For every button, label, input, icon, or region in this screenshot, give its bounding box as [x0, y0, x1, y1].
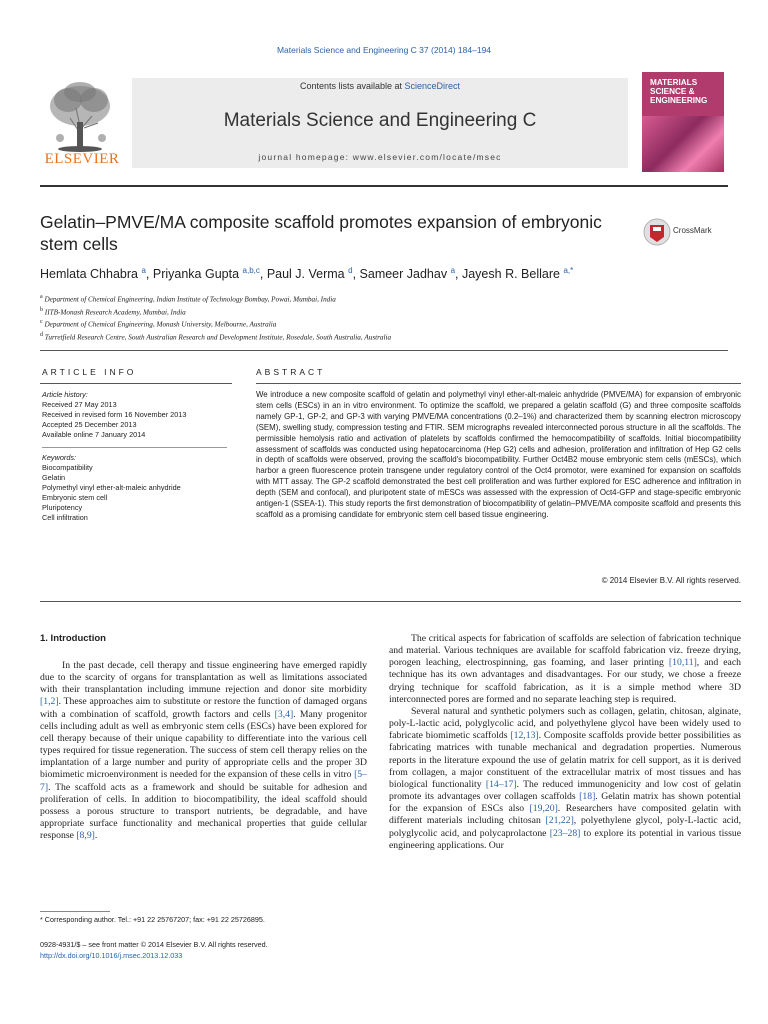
citation-link[interactable]: [10,11] [668, 657, 697, 669]
article-title: Gelatin–PMVE/MA composite scaffold promotes expansion of embryonic stem cells [40, 212, 602, 254]
history-item: Received 27 May 2013 [42, 400, 117, 409]
history-label: Article history: [42, 390, 88, 399]
contents-line: Contents lists available at ScienceDirect [299, 81, 461, 91]
author-name[interactable]: Hemlata Chhabra [40, 267, 138, 282]
author-affil-marker[interactable]: a,b,c [242, 266, 260, 275]
history-item: Available online 7 January 2014 [42, 430, 146, 439]
affiliation-item: $^c$ Department of Chemical Engineering, Monash University, Melbourne, Australia [40, 319, 277, 329]
author-name[interactable]: Priyanka Gupta [152, 267, 240, 282]
history-item: Accepted 25 December 2013 [42, 420, 137, 429]
corresponding-author-footnote: * Corresponding author. Tel.: +91 22 25767207; fax: +91 22 25726895. [40, 915, 265, 924]
author-name[interactable]: Paul J. Verma [266, 267, 345, 282]
author-affil-marker[interactable]: d [348, 266, 353, 275]
article-info-heading: ARTICLE INFO [42, 367, 137, 377]
citation-link[interactable]: [21,22] [545, 815, 574, 827]
author-name[interactable]: Sameer Jadhav [359, 267, 448, 282]
keyword: Gelatin [42, 473, 66, 482]
body-paragraph: Several natural and synthetic polymers such as collagen, gelatin, chitosan, alginate, poly-L-lactic acid, polyglycolic acid, and polyethylene glycol have been widely used to fabricate biomimetic scaffolds [12,13]. Composite scaffolds provide better possibilities as fabricating matrices with tunable mechanical and degradation properties. Numerous reports in the literature expound the use of gelatin matrix for cell support, as it is derived from collagen, a major constituent of the extracellular matrix of most tissues and has biological functionality [14–17]. The reduced immunogenicity and low cost of gelatin promote its advantages over collagen scaffolds [18]. Gelatin matrix has shown potential for the expansion of ESCs also [19,20]. Researchers have composited gelatin with different materials including chitosan [21,22], polyethylene glycol, poly-L-lactic acid, polyglycolic acid, and polycaprolactone [23–28] to explore its potential in various tissue engineering applications. Our [389, 705, 742, 851]
author-affil-marker[interactable]: a [141, 266, 146, 275]
affiliation-item: $^b$ IITB-Monash Research Academy, Mumbai, India [40, 306, 186, 316]
info-divider [42, 447, 227, 449]
body-column-left [40, 660, 367, 842]
abstract-heading: ABSTRACT [256, 367, 326, 377]
author-affil-marker[interactable]: a,* [563, 266, 574, 275]
journal-banner [40, 78, 728, 172]
author-affil-marker[interactable]: a [450, 266, 456, 275]
citation-link[interactable]: [12,13] [510, 730, 539, 742]
history-item: Received in revised form 16 November 2013 [42, 410, 187, 419]
journal-cover-thumbnail[interactable] [642, 72, 724, 172]
cover-image [642, 116, 724, 172]
crossmark-icon [643, 217, 671, 247]
abstract-end-rule [40, 601, 741, 602]
body-paragraph: The critical aspects for fabrication of scaffolds are selection of fabrication technique and material. Various techniques are available for scaffold fabrication viz. freeze drying, porogen leaching, electrospinning, gas foaming, and laser printing [10,11], and each technique has its own advantages and disadvantages. For our study, we chose a freeze drying technique for scaffold fabrication, as it is a simple method where 3D interconnected pores are formed and no separate leaching step is required. [389, 633, 741, 705]
cover-title: MATERIALS SCIENCE & ENGINEERING [650, 78, 708, 105]
header-rule [40, 185, 728, 187]
journal-homepage[interactable]: journal homepage: www.elsevier.com/locate/msec [258, 152, 502, 162]
publisher-name[interactable]: ELSEVIER [44, 151, 120, 167]
section-heading-introduction: 1. Introduction [40, 633, 106, 644]
crossmark-label: CrossMark [673, 226, 712, 235]
journal-citation[interactable]: Materials Science and Engineering C 37 (2014) 184–194 [276, 45, 492, 55]
body-column-right [389, 633, 741, 852]
article-info [42, 390, 227, 523]
abstract-rule [256, 383, 741, 384]
issn-line: 0928-4931/$ – see front matter © 2014 Elsevier B.V. All rights reserved. [40, 940, 268, 949]
citation-link[interactable]: [18] [579, 791, 596, 803]
body-paragraph: In the past decade, cell therapy and tissue engineering have emerged rapidly due to the scarcity of organs for transplantation as well as limitations associated with their transplantation including immune rejection and donor site morbidity [1,2]. These approaches aim to substitute or restore the function of damaged organs with a combination of scaffold, growth factors and cells [3,4]. Many progenitor cells including adult as well as embryonic stem cells (ESCs) have been explored for cell therapy because of their unique capability to differentiate into the various cell types required for tissue regeneration. The success of stem cell therapy relies on the implantation of a large number and purity of appropriate cells and the proper 3D biomimetic microenvironment is needed for the expansion of these cells in vitro [5–7]. The scaffold acts as a framework and should be suitable for adhesion and proliferation of cells. In addition to biocompatibility, the ideal scaffold should possess a porous structure to transport nutrients, be degradable, and have appropriate surface functionality and mechanical properties that guide cellular response [8,9]. [40, 660, 367, 842]
issn-block [40, 939, 440, 961]
keyword: Polymethyl vinyl ether-alt-maleic anhydride [42, 483, 181, 492]
citation-link[interactable]: [3,4] [274, 708, 294, 720]
citation-link[interactable]: [8,9] [76, 830, 95, 842]
copyright-notice: © 2014 Elsevier B.V. All rights reserved. [601, 576, 741, 585]
citation-link[interactable]: [23–28] [549, 827, 581, 839]
abstract-text: We introduce a new composite scaffold of gelatin and polymethyl vinyl ether-alt-maleic anhydride (PMVE/MA) for expansion of embryonic stem cells (ESCs) in an in vitro environment. To optimize the scaffold, we prepared a gelatin scaffold (G) and three composite scaffolds namely GP-1, GP-2, and GP-3 with varying PMVE/MA concentrations (0.2–1%) and characterized them by scanning electron microscopy (SEM), swelling study, compression testing and FTIR. SEM micrographs revealed interconnected porous structure in all the scaffolds. The permissible hemolysis ratio and activation of platelets by scaffolds confirmed the hemocompatibility of scaffolds. Initial biocompatibility assessment of scaffolds was conducted using hepatocarcinoma (Hep G2) cells and adhesion, proliferation and infiltration of Hep G2 cells in depth of scaffolds were observed, proving the scaffold's biocompatibility. Further Oct4B2 mouse embryonic stem cells (mESCs), which harbor a green fluorescence protein transgene under regulatory control of the Oct4 promotor, were examined for expansion on scaffolds with MTT assay. The GP-2 scaffold demonstrated the best cell proliferation and was further explored for ESC adherence and infiltration in depth (SEM and confocal), and pluripotent state of mESCs was assessed with the expression of Oct4-GFP and stage-specific embryonic antigen-1 (SSEA-1). This study reports the first demonstration of biocompatibility of gelatin–PMVE/MA composite scaffold and presents this scaffold as a promising candidate for embryonic stem cell based tissue engineering. [256, 390, 741, 519]
journal-name: Materials Science and Engineering C [223, 110, 537, 131]
doi-link[interactable]: http://dx.doi.org/10.1016/j.msec.2013.12.033 [40, 951, 183, 960]
sciencedirect-link[interactable]: ScienceDirect [404, 81, 461, 91]
affiliation-item: $^d$ Turretfield Research Centre, South Australian Research and Development Institute, Rosedale, South Australia, Australia [40, 331, 392, 342]
keyword: Biocompatibility [42, 463, 93, 472]
crossmark-badge[interactable] [643, 217, 733, 247]
citation-link[interactable]: [1,2] [40, 696, 59, 708]
author-list: Hemlata Chhabra $^a$, Priyanka Gupta $^{a,b,c}$, Paul J. Verma $^d$, Sameer Jadhav $^a$, Jayesh R. Bellare $^{a,*}$ [40, 266, 574, 282]
article-info-rule [40, 383, 232, 384]
journal-header-box [132, 78, 628, 168]
keyword: Pluripotency [42, 503, 83, 512]
affiliation-rule [40, 350, 728, 351]
citation-link[interactable]: [14–17] [485, 778, 517, 790]
affiliation-item: $^a$ Department of Chemical Engineering, Indian Institute of Technology Bombay, Powai, Mumbai, India [40, 294, 336, 304]
citation-link[interactable]: [19,20] [529, 803, 558, 815]
author-name[interactable]: Jayesh R. Bellare [461, 267, 560, 282]
keyword: Cell infiltration [42, 513, 88, 522]
footnote-rule [40, 911, 110, 912]
keyword: Embryonic stem cell [42, 493, 108, 502]
citation-link[interactable]: [5–7] [40, 769, 367, 793]
keywords-label: Keywords: [42, 453, 77, 462]
affiliations [40, 292, 728, 342]
